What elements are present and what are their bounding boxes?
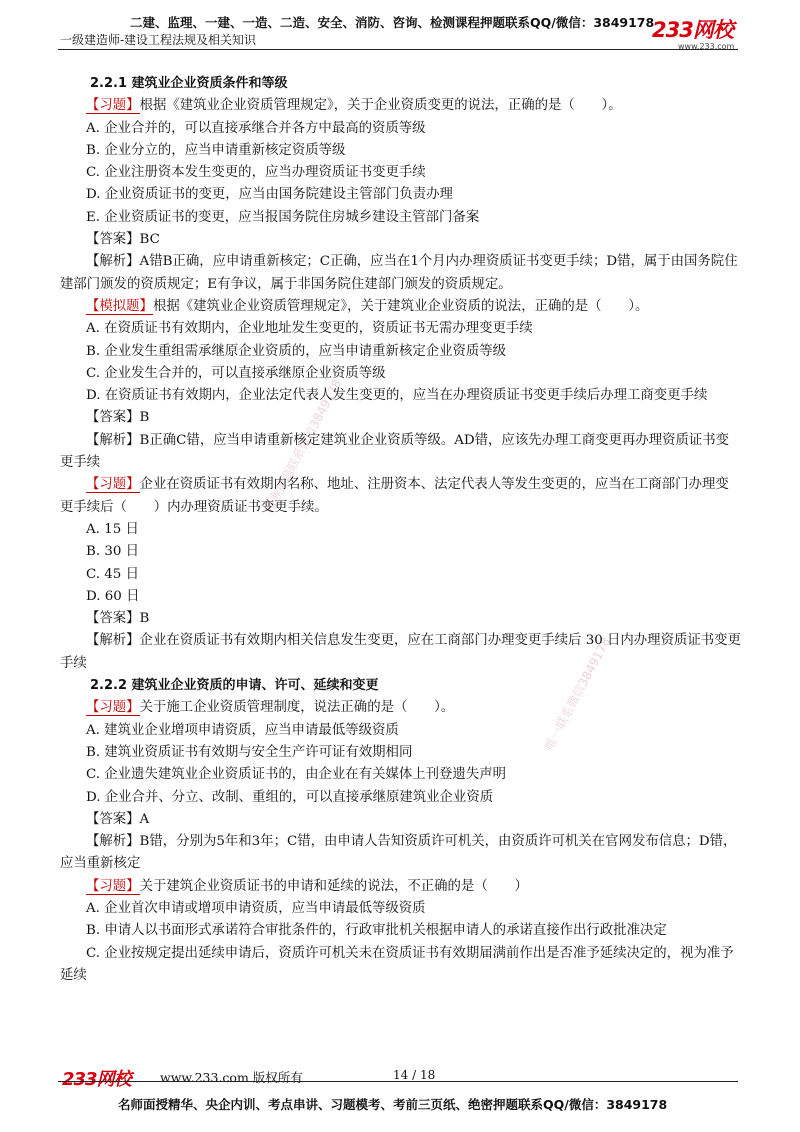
option: B. 30 日 xyxy=(86,544,140,560)
question-text: 关于建筑企业资质证书的申请和延续的说法，不正确的是（ ） xyxy=(139,878,528,894)
brand-logo xyxy=(652,14,744,54)
question-text: 根据《建筑业企业资质管理规定》，关于企业资质变更的说法，正确的是（ ）。 xyxy=(139,98,622,114)
footer-divider xyxy=(58,1081,738,1082)
option: B. 企业发生重组需承继原企业资质的，应当申请重新核定企业资质等级 xyxy=(86,343,507,359)
question-tag: 【模拟题】 xyxy=(86,298,153,314)
section-heading-2-2-2: 2.2.2 建筑业企业资质的申请、许可、延续和变更 xyxy=(90,678,379,694)
analysis: 【解析】企业在资质证书有效期内相关信息发生变更，应在工商部门办理变更手续后 30 日内办理资质证书变更手续 xyxy=(60,633,741,671)
option: B. 建筑业资质证书有效期与安全生产许可证有效期相同 xyxy=(86,744,413,760)
option: A. 企业首次申请或增项申请资质，应当申请最低等级资质 xyxy=(86,900,426,916)
option: A. 建筑业企业增项申请资质，应当申请最低等级资质 xyxy=(86,722,399,738)
watermark-1: 精准押题联系微信3849178 xyxy=(261,376,345,516)
question-tag: 【习题】 xyxy=(86,700,140,716)
option: D. 企业合并、分立、改制、重组的，可以直接承继原建筑业企业资质 xyxy=(86,789,494,805)
option: C. 企业按规定提出延续申请后，资质许可机关未在资质证书有效期届满前作出是否准予延续决定的，视为准予延续 xyxy=(60,945,734,983)
question-text: 关于施工企业资质管理制度，说法正确的是（ ）。 xyxy=(139,700,455,716)
question-tag: 【习题】 xyxy=(86,98,140,114)
option: D. 60 日 xyxy=(86,588,140,604)
header-promo: 二建、监理、一建、一造、二造、安全、消防、咨询、检测课程押题联系QQ/微信：3849178 xyxy=(130,15,655,30)
question-2-stem xyxy=(60,296,742,318)
option: C. 企业遗失建筑业企业资质证书的，由企业在有关媒体上刊登遗失声明 xyxy=(86,767,506,783)
question-tag: 【习题】 xyxy=(86,477,140,493)
option: A. 企业合并的，可以直接承继合并各方中最高的资质等级 xyxy=(86,120,426,136)
footer-copyright: www.233.com 版权所有 xyxy=(160,1070,303,1085)
analysis: 【解析】B错，分别为5年和3年；C错，由申请人告知资质许可机关，由资质许可机关在官网发布信息；D错，应当重新核定 xyxy=(60,834,737,872)
header-subtitle: 一级建造师-建设工程法规及相关知识 xyxy=(60,33,257,47)
section-heading-2-2-1: 2.2.1 建筑业企业资质条件和等级 xyxy=(90,76,288,91)
option: B. 企业分立的，应当申请重新核定资质等级 xyxy=(86,142,346,158)
question-text: 根据《建筑业企业资质管理规定》，关于建筑业企业资质的说法，正确的是（ ）。 xyxy=(152,298,649,314)
option: D. 在资质证书有效期内，企业法定代表人发生变更的，应当在办理资质证书变更手续后办理工商变更手续 xyxy=(86,388,708,404)
option: D. 企业资质证书的变更，应当由国务院建设主管部门负责办理 xyxy=(86,187,453,203)
answer: 【答案】BC xyxy=(86,232,160,248)
option: E. 企业资质证书的变更，应当报国务院住房城乡建设主管部门备案 xyxy=(86,209,480,225)
option: A. 在资质证书有效期内，企业地址发生变更的，资质证书无需办理变更手续 xyxy=(86,321,533,337)
answer: 【答案】B xyxy=(86,611,150,627)
question-tag: 【习题】 xyxy=(86,878,140,894)
logo-url: www.233.com xyxy=(678,42,735,51)
question-4-stem xyxy=(60,697,742,719)
analysis: 【解析】B正确C错，应当申请重新核定建筑业企业资质等级。AD错，应该先办理工商变更再办理资质证书变更手续 xyxy=(60,432,730,471)
option: C. 企业发生合并的，可以直接承继原企业资质等级 xyxy=(86,365,386,381)
option: C. 企业注册资本发生变更的，应当办理资质证书变更手续 xyxy=(86,165,426,181)
answer: 【答案】B xyxy=(86,410,150,426)
question-1-stem xyxy=(60,95,742,117)
watermark-2: 唯一联系微信3849178 xyxy=(541,635,614,753)
footer-logo: 233网校 xyxy=(62,1069,131,1090)
question-text: 企业在资质证书有效期内名称、地址、注册资本、法定代表人等发生变更的，应当在工商部门办理变更手续后（ ）内办理资质证书变更手续。 xyxy=(60,477,729,515)
document-body xyxy=(60,73,742,987)
question-5-stem xyxy=(60,876,742,898)
question-3-stem xyxy=(60,474,742,519)
page-number: 14 / 18 xyxy=(393,1068,436,1082)
header-divider xyxy=(58,49,738,50)
footer-promo: 名师面授精华、央企内训、考点串讲、习题模考、考前三页纸、绝密押题联系QQ/微信：3849178 xyxy=(118,1097,668,1112)
logo-text: 233网校 xyxy=(652,18,733,42)
answer: 【答案】A xyxy=(86,811,150,827)
analysis: 【解析】A错B正确，应申请重新核定；C正确，应当在1个月内办理资质证书变更手续；D错，属于由国务院住建部门颁发的资质规定；E有争议，属于非国务院住建部门颁发的资质规定。 xyxy=(60,254,738,292)
option: C. 45 日 xyxy=(86,566,139,582)
option: B. 申请人以书面形式承诺符合审批条件的，行政审批机关根据申请人的承诺直接作出行政批准决定 xyxy=(86,923,667,939)
option: A. 15 日 xyxy=(86,521,139,537)
